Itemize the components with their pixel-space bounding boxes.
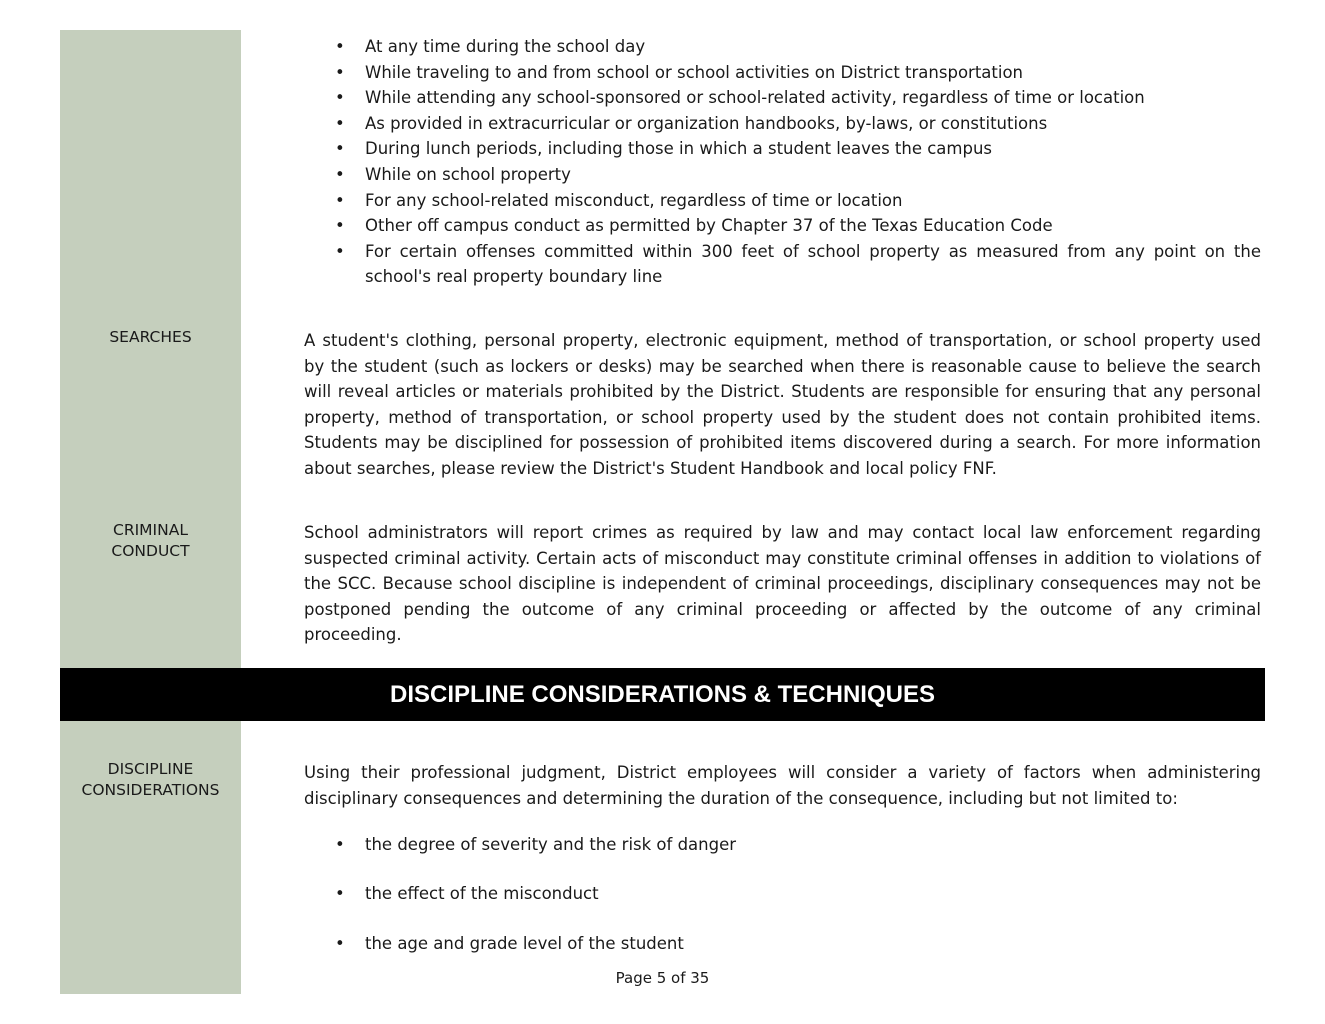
criminal-conduct-label-line2: CONDUCT <box>111 542 190 560</box>
bullet-icon: • <box>335 884 345 904</box>
bullet-icon: • <box>335 190 345 210</box>
bullet-icon: • <box>335 139 345 159</box>
searches-label-text: SEARCHES <box>109 328 192 346</box>
list-item <box>304 136 1261 162</box>
searches-section <box>304 328 1261 482</box>
section-banner <box>60 668 1265 721</box>
discipline-considerations-label-line2: CONSIDERATIONS <box>81 781 220 799</box>
list-item <box>304 239 1261 290</box>
list-item-text: At any time during the school day <box>365 37 646 56</box>
bullet-icon: • <box>335 88 345 108</box>
list-item <box>304 931 1261 957</box>
bullet-icon: • <box>335 113 345 133</box>
bullet-icon: • <box>335 164 345 184</box>
discipline-considerations-paragraph: Using their professional judgment, District employees will consider a variety of factors when administering disciplinary consequences and determining the duration of the consequence, including but not limited to: <box>304 763 1261 808</box>
list-item <box>304 881 1261 907</box>
sidebar-upper <box>60 30 241 668</box>
list-item-text: For certain offenses committed within 300 feet of school property as measured from any point on the school's real property boundary line <box>365 241 1261 287</box>
bullet-icon: • <box>335 37 345 56</box>
criminal-conduct-label <box>60 520 241 562</box>
list-item-text: As provided in extracurricular or organization handbooks, by-laws, or constitutions <box>365 113 1048 133</box>
discipline-considerations-label-line1: DISCIPLINE <box>107 760 194 778</box>
list-item-text: Other off campus conduct as permitted by Chapter 37 of the Texas Education Code <box>365 216 1053 236</box>
location-bullet-list <box>304 34 1261 290</box>
list-item-text: During lunch periods, including those in which a student leaves the campus <box>365 139 993 159</box>
bullet-icon: • <box>335 933 345 953</box>
discipline-considerations-section <box>304 760 1261 811</box>
page-number: Page 5 of 35 <box>615 969 710 987</box>
bullet-icon: • <box>335 241 345 261</box>
searches-label <box>60 327 241 348</box>
list-item <box>304 832 1261 858</box>
list-item-text: While traveling to and from school or school activities on District transportation <box>365 62 1024 82</box>
list-item <box>304 34 1261 60</box>
criminal-conduct-paragraph: School administrators will report crimes as required by law and may contact local law enforcement regarding suspected criminal activity. Certain acts of misconduct may constitute criminal offenses in addition to violations of the SCC. Because school discipline is independent of criminal proceedings, disciplinary consequences may not be postponed pending the outcome of any criminal proceeding or affected by the outcome of any criminal proceeding. <box>304 523 1261 645</box>
discipline-considerations-label <box>60 759 241 801</box>
list-item-text: While on school property <box>365 164 571 184</box>
list-item <box>304 85 1261 111</box>
list-item <box>304 111 1261 137</box>
list-item <box>304 162 1261 188</box>
list-item-text: For any school-related misconduct, regardless of time or location <box>365 190 903 210</box>
bullet-icon: • <box>335 216 345 236</box>
section-banner-title: DISCIPLINE CONSIDERATIONS & TECHNIQUES <box>390 680 935 708</box>
list-item <box>304 60 1261 86</box>
bullet-icon: • <box>335 835 345 854</box>
bullet-icon: • <box>335 62 345 82</box>
discipline-factors-list <box>304 832 1261 980</box>
list-item <box>304 213 1261 239</box>
list-item-text: the age and grade level of the student <box>365 933 684 953</box>
list-item-text: While attending any school-sponsored or school-related activity, regardless of time or location <box>365 88 1145 108</box>
list-item-text: the effect of the misconduct <box>365 884 599 904</box>
searches-paragraph: A student's clothing, personal property, electronic equipment, method of transportation, or school property used by the student (such as lockers or desks) may be searched when there is reasonable cause to believe the search will reveal articles or materials prohibited by the District. Students are responsible for ensuring that any personal property, method of transportation, or school property used by the student does not contain prohibited items. Students may be disciplined for possession of prohibited items discovered during a search. For more information about searches, please review the District's Student Handbook and local policy FNF. <box>304 331 1261 478</box>
criminal-conduct-section <box>304 520 1261 648</box>
list-item-text: the degree of severity and the risk of danger <box>365 835 737 854</box>
list-item <box>304 188 1261 214</box>
criminal-conduct-label-line1: CRIMINAL <box>113 521 188 539</box>
